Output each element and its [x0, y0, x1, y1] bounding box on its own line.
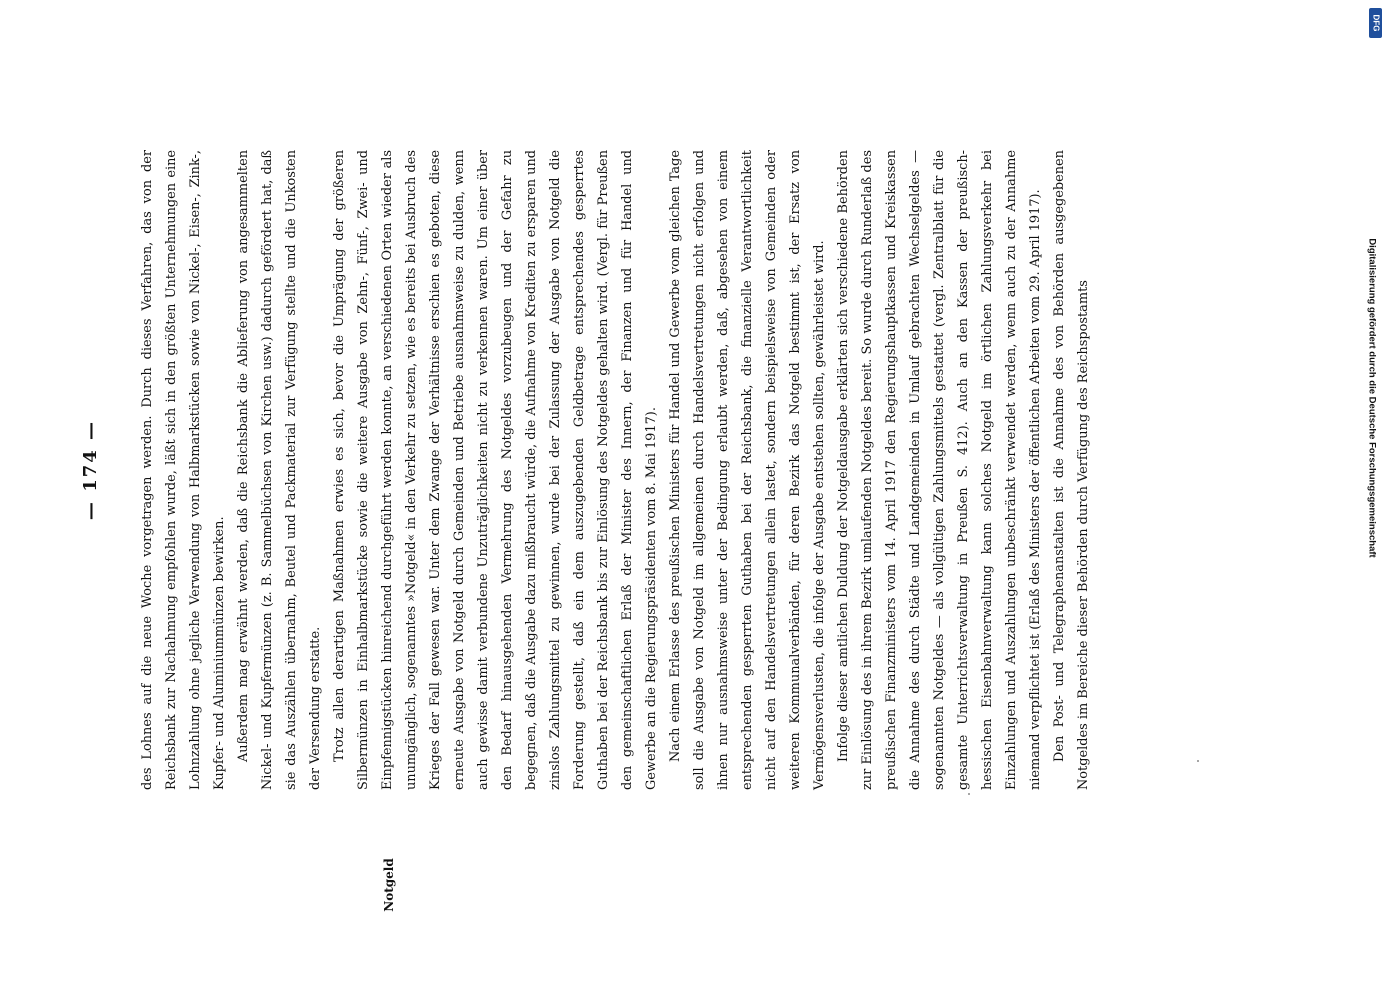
- dfg-logo-text: DFG: [1371, 14, 1380, 32]
- scan-speck: [968, 793, 970, 795]
- paragraph-3: Trotz allen derartigen Maßnahmen erwies es sich, bevor die Umprägung der größeren Silbermünzen in Einhalbmarkstücke sowie die weitere Ausgabe von Zehn-, Fünf-, Zwei- und Einpfennigstücken hinreichend durchgeführt werden konnte, an verschiedenen Orten wieder als unumgänglich, sogenanntes »Notgeld« in den Verkehr zu setzen, wie es bereits bei Ausbruch des Krieges der Fall gewesen war. Unter dem Zwange der Verhältnisse erschien es geboten, diese erneute Ausgabe von Notgeld durch Gemeinden und Betriebe ausnahmsweise zu dulden, wenn auch gewisse damit verbundene Unzuträglichkeiten nicht zu verkennen waren. Um einer über den Bedarf hinausgehenden Vermehrung des Notgeldes vorzubeugen und der Gefahr zu begegnen, daß die Ausgabe dazu mißbraucht würde, die Aufnahme von Krediten zu ersparen und zinslos Zahlungsmittel zu gewinnen, wurde bei der Zulassung der Ausgabe von Notgeld die Forderung gestellt, daß ein dem auszugebenden Geldbetrage entsprechendes gesperrtes Guthaben bei der Reichsbank bis zur Einlösung des Notgeldes gehalten wird. (Vergl. für Preußen den gemeinschaftlichen Erlaß der Minister des Innern, der Finanzen und für Handel und Gewerbe an die Regierungspräsidenten vom 8. Mai 1917).: [332, 150, 659, 790]
- digitization-credit: [1362, 8, 1382, 788]
- margin-note-text: Notgeld: [382, 858, 396, 912]
- digitization-credit-text: Digitalisierung gefördert durch die Deutsche Forschungsgemeinschaft: [1366, 238, 1378, 558]
- paragraph-2: Außerdem mag erwähnt werden, daß die Reichsbank die Ablieferung von angesammelten Nickel- und Kupfermünzen (z. B. Sammelbüchsen von Kirchen usw.) dadurch gefördert hat, daß sie das Auszählen übernahm, Beutel und Packmaterial zur Verfügung stellte und die Unkosten der Versendung erstatte.: [236, 150, 323, 790]
- paragraph-5: Infolge dieser amtlichen Duldung der Notgeldausgabe erklärten sich verschiedene Behörden zur Einlösung des in ihrem Bezirk umlaufenden Notgeldes bereit. So wurde durch Runderlaß des preußischen Finanzministers vom 14. April 1917 den Regierungshauptkassen und Kreiskassen die Annahme des durch Städte und Landgemeinden in Umlauf gebrachten Wechselgeldes — sogenannten Notgeldes — als vollgültigen Zahlungsmittels gestattet (vergl. Zentralblatt für die gesamte Unterrichtsverwaltung in Preußen S. 412). Auch an den Kassen der preußisch-hessischen Eisenbahnverwaltung kann solches Notgeld im örtlichen Zahlungsverkehr bei Einzahlungen und Auszahlungen unbeschränkt verwendet werden, wenn auch zu der Annahme niemand verpflichtet ist (Erlaß des Ministers der öffentlichen Arbeiten vom 29. April 1917).: [836, 150, 1043, 790]
- scan-speck: [1197, 760, 1199, 762]
- margin-note-notgeld: [380, 858, 398, 912]
- paragraph-4: Nach einem Erlasse des preußischen Ministers für Handel und Gewerbe vom gleichen Tage soll die Ausgabe von Notgeld im allgemeinen durch Handelsvertretungen nicht erfolgen und ihnen nur ausnahmsweise unter der Bedingung erlaubt werden, daß, abgesehen von einem entsprechenden gesperrten Guthaben bei der Reichsbank, die finanzielle Verantwortlichkeit nicht auf den Handelsvertretungen allein lastet, sondern beispielsweise von Gemeinden oder weiteren Kommunalverbänden, für deren Bezirk das Notgeld bestimmt ist, der Ersatz von Vermögensverlusten, die infolge der Ausgabe entstehen sollten, gewährleistet wird.: [668, 150, 827, 790]
- rotated-page-body: [80, 150, 1280, 790]
- paragraph-1: des Lohnes auf die neue Woche vorgetragen werden. Durch dieses Verfahren, das von der Reichsbank zur Nachahmung empfohlen wurde, läßt sich in den größten Unternehmungen eine Lohnzahlung ohne jegliche Verwendung von Halbmarkstücken sowie von Nickel-, Eisen-, Zink-, Kupfer- und Aluminiummünzen bewirken.: [140, 150, 227, 790]
- page-text-body: [136, 150, 1096, 790]
- page-number-header: — 174 —: [80, 419, 101, 521]
- paragraph-6: Den Post- und Telegraphenanstalten ist die Annahme des von Behörden ausgegebenen Notgeldes im Bereiche dieser Behörden durch Verfügung des Reichspostamts: [1052, 150, 1091, 790]
